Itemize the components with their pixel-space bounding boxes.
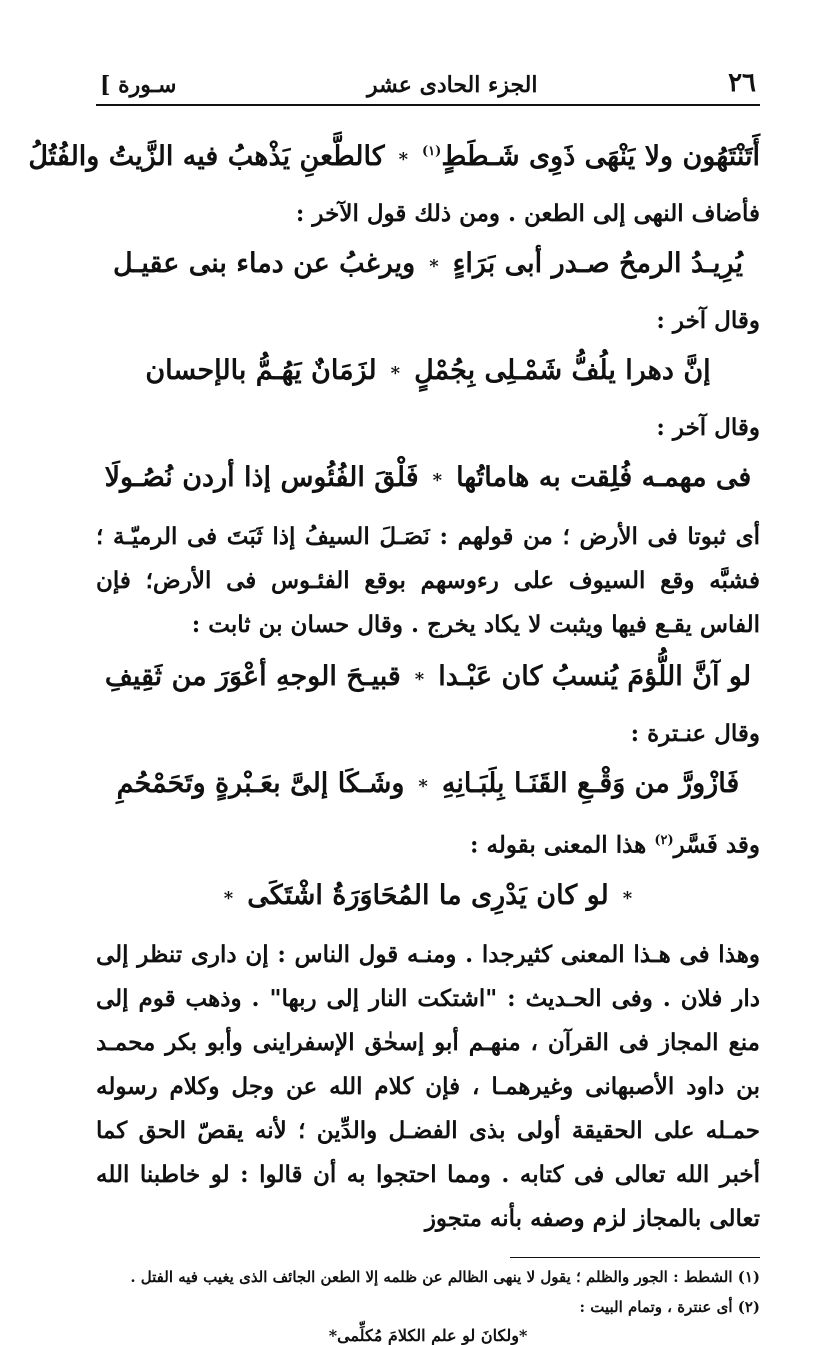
verse-line [96, 458, 760, 501]
verse-separator: * [398, 149, 409, 170]
verse-separator: * [414, 669, 425, 690]
paragraph: أى ثبوتا فى الأرض ؛ من قولهم : نَصَـلَ السيفُ إذا ثَبَتَ فى الرميّـة ؛ فشبَّه وقع السيوف على رءوسهم بوقع الفئـوس فى الأرض؛ فإن الفاس يقـع فيها ويثبت لا يكاد يخرج . وقال حسان بن ثابت : [96, 523, 760, 638]
verse-line [96, 657, 760, 700]
paragraph [96, 821, 760, 866]
footnote: (٢) أى عنترة ، وتمام البيت : [579, 1297, 760, 1316]
verse-separator: * [622, 887, 633, 909]
paragraph: وهذا فى هـذا المعنى كثيرجدا . ومنـه قول الناس : إن دارى تنظر إلى دار فلان . وفى الحـديث : "اشتكت النار إلى ربها" . وذهب قوم إلى منع المجاز فى القرآن ، منهـم أبو إسحٰق الإسفراينى وأبو بكر محمـد بن داود الأصبهانى وغيرهمـا ، فإن كلام الله عن وجل وكلام رسوله حمـله على الحقيقة أولى بذى الفضـل والدِّين ؛ لأنه يقصّ الحق كما أخبر الله تعالى فى كتابه . ومما احتجوا به أن قالوا : لو خاطبنا الله تعالى بالمجاز لزم وصفه بأنه متجوز [96, 940, 760, 1232]
verse-hemistich: ويرغبُ عن دماء بنى عقيـل [113, 248, 416, 279]
verse-separator: * [518, 1325, 528, 1345]
verse-separator: * [390, 363, 401, 384]
paragraph: فأضاف النهى إلى الطعن . ومن ذلك قول الآخر : [295, 200, 760, 227]
verse-separator: * [328, 1325, 338, 1345]
verse-hemistich: فَازْورَّ من وَقْـعِ القَنَـا بِلَبَـانِهِ [441, 768, 740, 799]
verse-hemistich: كالطَّعنِ يَذْهبُ فيه الزَّيتُ والفُتُلُ [28, 141, 385, 172]
verse-separator: * [418, 776, 428, 797]
verse-line [96, 244, 760, 287]
running-title: الجزء الحادى عشر [367, 72, 538, 98]
verse-line [96, 876, 760, 919]
footnote: (١) الشطط : الجور والظلم ؛ يقول لا ينهى الظالم عن ظلمه إلا الطعن الجائف الذى يغيب فيه الفتل . [130, 1267, 760, 1286]
footnote-ref: (٢) [654, 833, 674, 848]
footnote-divider [510, 1257, 760, 1258]
verse-line [96, 764, 760, 807]
paragraph: وقال عنـترة : [630, 720, 760, 747]
footnotes [96, 1264, 760, 1345]
verse-line [96, 351, 760, 394]
verse-hemistich: ولكانَ لو علم الكلامَ مُكلِّمى [337, 1325, 519, 1345]
paragraph-text: هذا المعنى بقوله : [470, 831, 655, 859]
footnote-ref: (١) [422, 144, 442, 159]
verse-separator: * [223, 887, 234, 909]
verse-hemistich: يُرِيـدُ الرمحُ صـدر أبى بَرَاءٍ [452, 248, 743, 279]
footnote-verse [96, 1326, 760, 1345]
verse-hemistich: أَتَنْتَهُون ولا يَنْهَى ذَوِى شَـطَطٍ [441, 141, 760, 172]
verse-separator: * [429, 256, 439, 277]
paragraph: وقال آخر : [656, 307, 760, 334]
verse-hemistich: إنَّ دهرا يلُفُّ شَمْـلِى بِجُمْلٍ [414, 355, 711, 386]
verse-hemistich: لزَمَانٌ يَهُـمُّ بالإحسان [145, 355, 377, 386]
verse-hemistich: وشَـكَا إلىَّ بعَـبْرةٍ وتَحَمْحُمِ [116, 768, 405, 799]
page-header [96, 58, 760, 106]
page-body [28, 132, 760, 1345]
verse-hemistich: فَلْقَ الفُئُوس إذا أردن نُصُـولَا [104, 462, 419, 493]
surah-label: سـورة ] [100, 72, 177, 98]
verse-hemistich: فى مهمـه فُلِقت به هاماتُها [456, 462, 752, 493]
verse-hemistich: لو كان يَدْرِى ما المُحَاوَرَةُ اشْتَكَى [247, 879, 609, 911]
verse-line [28, 132, 760, 180]
page-number: ٢٦ [728, 68, 756, 98]
verse-hemistich: قبيـحَ الوجهِ أعْوَرَ من ثَقِيفِ [104, 661, 401, 692]
paragraph: وقال آخر : [656, 414, 760, 441]
paragraph-text: وقد فَسَّر [673, 831, 760, 859]
verse-separator: * [432, 470, 443, 491]
verse-hemistich: لو آنَّ اللُّؤمَ يُنسبُ كان عَبْـدا [438, 661, 752, 692]
